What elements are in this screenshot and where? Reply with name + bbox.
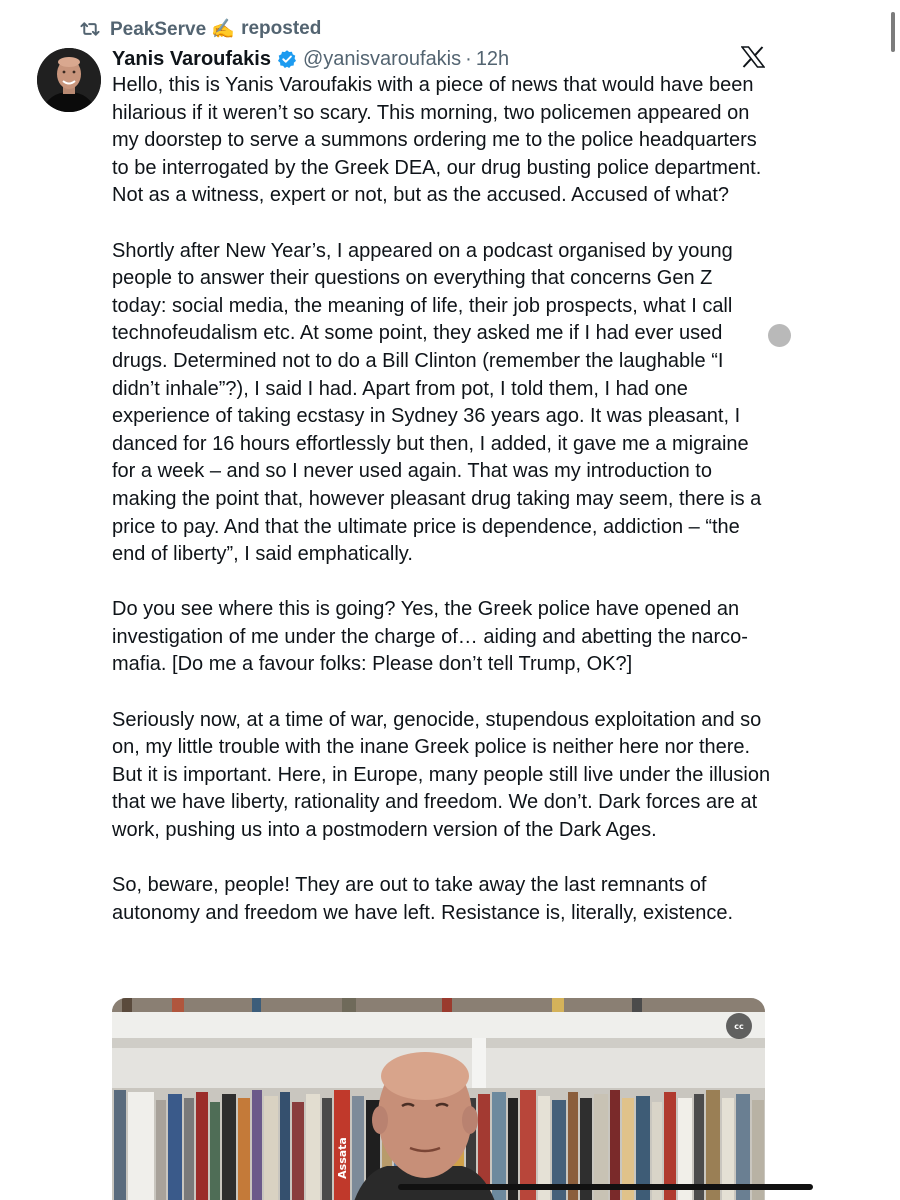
repost-icon <box>80 20 100 38</box>
verified-badge-icon <box>277 49 297 69</box>
avatar[interactable] <box>37 48 101 112</box>
author-handle[interactable]: @yanisvaroufakis <box>302 47 462 70</box>
repost-user[interactable]: PeakServe ✍️ <box>110 19 236 40</box>
separator-dot: · <box>465 47 472 70</box>
tweet-time[interactable]: 12h <box>475 47 510 70</box>
tweet-paragraph: Hello, this is Yanis Varoufakis with a piece of news that would have been hilarious if it weren’t so scary. This morning, two policemen appeared on my doorstep to serve a summons ordering me to the police headquarters to be interrogated by the Greek DEA, our drug busting police department. Not as a witness, expert or not, but as the accused. Accused of what? <box>112 74 762 207</box>
x-logo-icon[interactable] <box>741 46 765 68</box>
tweet-paragraph: Shortly after New Year’s, I appeared on a podcast organised by young people to answer their questions on everything that concerns Gen Z today: social media, the meaning of life, their job prospects, what I call technofeudalism etc. At some point, they asked me if I had ever used drugs. Determined not to do a Bill Clinton (remember the laughable “I didn’t inhale”?), I said I had. Apart from pot, I told them, I had one experience of taking ecstasy in Sydney 36 years ago. It was pleasant, I danced for 16 hours effortlessly but then, I added, it gave me a migraine for a week – and so I never used again. That was my introduction to making the point that, however pleasant drug taking may seem, there is a price to pay. And that the ultimate price is dependence, addiction – “the end of liberty”, I said emphatically. <box>112 239 762 566</box>
tweet-paragraph: Do you see where this is going? Yes, the Greek police have opened an investigation of me under the charge of… aiding and abetting the narco-mafia. [Do me a favour folks: Please don’t tell Trump, OK?] <box>112 598 748 676</box>
video-thumbnail <box>112 998 765 1200</box>
tweet-header <box>112 44 509 74</box>
scrollbar-thumb[interactable] <box>891 12 895 52</box>
tweet-text <box>112 72 772 955</box>
home-indicator[interactable] <box>398 1184 813 1190</box>
tweet-paragraph: Seriously now, at a time of war, genocide, stupendous exploitation and so on, my little trouble with the inane Greek police is neither here nor there. But it is important. Here, in Europe, many people still live under the illusion that we have liberty, rationality and freedom. We don’t. Dark forces are at work, pushing us into a postmodern version of the Dark Ages. <box>112 708 771 842</box>
tweet-paragraph: So, beware, people! They are out to take away the last remnants of autonomy and freedom we have left. Resistance is, literally, existence. <box>112 874 734 924</box>
repost-label: reposted <box>241 18 322 39</box>
repost-indicator[interactable] <box>80 16 321 42</box>
captions-button[interactable]: cc <box>726 1013 752 1039</box>
author-name[interactable]: Yanis Varoufakis <box>112 47 271 70</box>
book-spine-label: Assata <box>336 1137 349 1179</box>
floating-dot[interactable] <box>768 324 791 347</box>
avatar-photo <box>37 48 101 112</box>
video-player[interactable] <box>112 998 765 1200</box>
